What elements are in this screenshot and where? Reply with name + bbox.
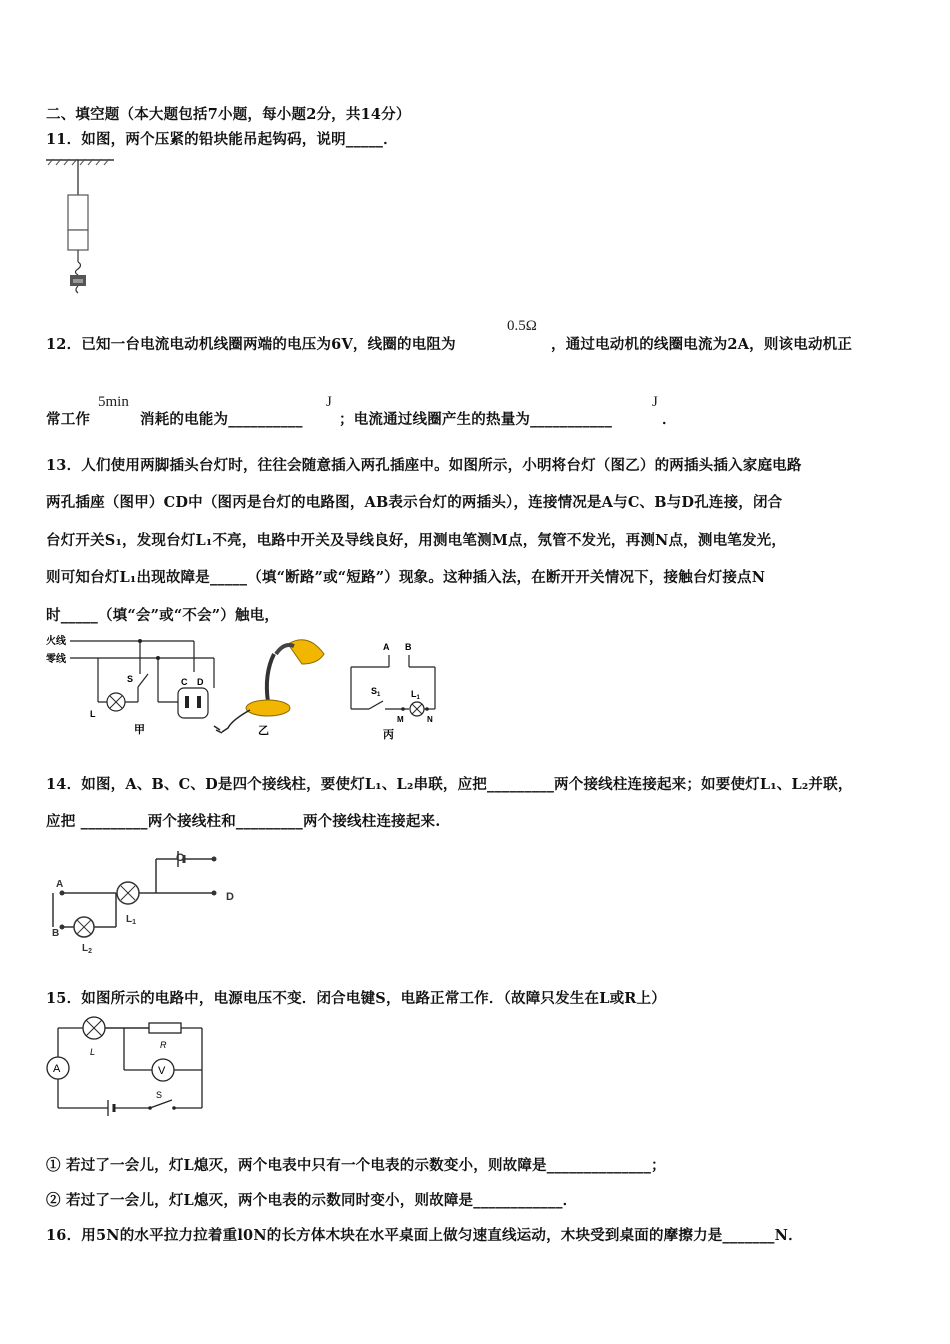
q12-time: 5min [98,394,129,410]
lamp-base [246,700,290,716]
section-header: 二、填空题（本大题包括7小题，每小题2分，共14分） [46,106,411,123]
voltmeter-label: V [158,1065,166,1077]
resistor-label: R [160,1040,167,1050]
terminal-c-label: C [176,852,184,864]
terminal-d-label: D [226,891,234,903]
terminal-a-label: A [56,879,64,890]
q15-figure [44,1018,214,1114]
q12-line1-b: ，通过电动机的线圈电流为2A，则该电动机正 [551,336,853,353]
q13-figure-bing [345,637,445,747]
plug-a-label: A [383,642,390,652]
plug-b-label: B [405,642,412,652]
lamp-l1-label: $L_1$ [411,689,420,701]
lamp-shade [288,640,324,664]
q12-line2-a: 常工作 [46,411,91,428]
q15-sub2: ② 若过了一会儿，灯L熄灭，两个电表的示数同时变小，则故障是____________． [46,1192,578,1209]
switch-label: S [156,1090,163,1100]
q13-figure-yi-desk-lamp [210,630,330,745]
lead-block-bottom [68,230,88,250]
socket-d-label: D [197,677,204,687]
point-n-label: N [427,715,433,724]
resistor-r [149,1023,181,1033]
q12-resistance: 0.5Ω [507,318,537,334]
live-wire-label: 火线 [46,636,66,647]
q12-line2-b: 消耗的电能为__________ [140,411,303,428]
q12-line2-c: ；电流通过线圈产生的热量为___________ [339,411,613,428]
switch-s [138,674,148,687]
q14-figure [48,845,248,957]
q12-line2-d: ． [662,411,677,428]
fig-bing-caption: 丙 [383,729,394,741]
q13-line5: 时_____（填“会”或“不会”）触电， [46,607,280,624]
fig-yi-caption: 乙 [258,725,269,737]
hook [76,262,81,275]
neutral-wire-label: 零线 [46,654,66,665]
socket-icon [178,688,208,718]
lamp-arm [267,654,274,702]
lamp-l2-label: $L_2$ [82,943,93,955]
q13-line1: 13．人们使用两脚插头台灯时，往往会随意插入两孔插座中。如图所示，小明将台灯（图乙）的两插头插入家庭电路 [46,457,802,474]
lamp-l1-label: $L_1$ [126,914,137,926]
fig-jia-caption: 甲 [134,724,145,736]
ammeter-label: A [53,1063,61,1075]
q15-text: 15．如图所示的电路中，电源电压不变．闭合电键S，电路正常工作．（故障只发生在L或R上） [46,990,666,1007]
q13-line4: 则可知台灯L₁出现故障是_____（填“断路”或“短路”）现象。这种插入法，在断开开关情况下，接触台灯接点N [46,569,766,586]
q14-line2: 应把 _________两个接线柱和_________两个接线柱连接起来. [46,813,441,830]
q11-text: 11．如图，两个压紧的铅块能吊起钩码，说明_____． [46,131,398,148]
lamp-l-label: L [90,1047,96,1057]
lamp-label: L [90,709,96,719]
q13-figure-jia [44,632,234,742]
switch-s1 [369,701,383,709]
q11-figure [44,155,124,300]
q16-text: 16．用5N的水平拉力拉着重l0N的长方体木块在水平桌面上做匀速直线运动，木块受到桌面的摩擦力是_______N． [46,1227,803,1244]
switch-label: S [127,674,134,684]
switch-s [150,1100,172,1108]
q12-unit2: J [652,394,658,410]
lead-block-top [68,195,88,230]
q14-line1: 14．如图，A、B、C、D是四个接线柱，要使灯L₁、L₂串联，应把_________两个接线柱连接起来；如要使灯L₁、L₂并联， [46,776,853,793]
q15-sub1: ① 若过了一会儿，灯L熄灭，两个电表中只有一个电表的示数变小，则故障是______________； [46,1157,666,1174]
power-cord [222,710,250,732]
point-m-label: M [397,715,404,724]
q12-unit1: J [326,394,332,410]
q13-line3: 台灯开关S₁，发现台灯L₁不亮，电路中开关及导线良好，用测电笔测M点，氖管不发光，再测N点，测电笔发光， [46,532,787,549]
terminal-b-label: B [52,928,60,939]
q12-line1-a: 12．已知一台电流电动机线圈两端的电压为6V，线圈的电阻为 [46,336,456,353]
switch-s1-label: $S_1$ [371,686,381,698]
socket-c-label: C [181,677,188,687]
q13-line2: 两孔插座（图甲）CD中（图丙是台灯的电路图，AB表示台灯的两插头），连接情况是A与C、B与D孔连接，闭合 [46,494,783,511]
